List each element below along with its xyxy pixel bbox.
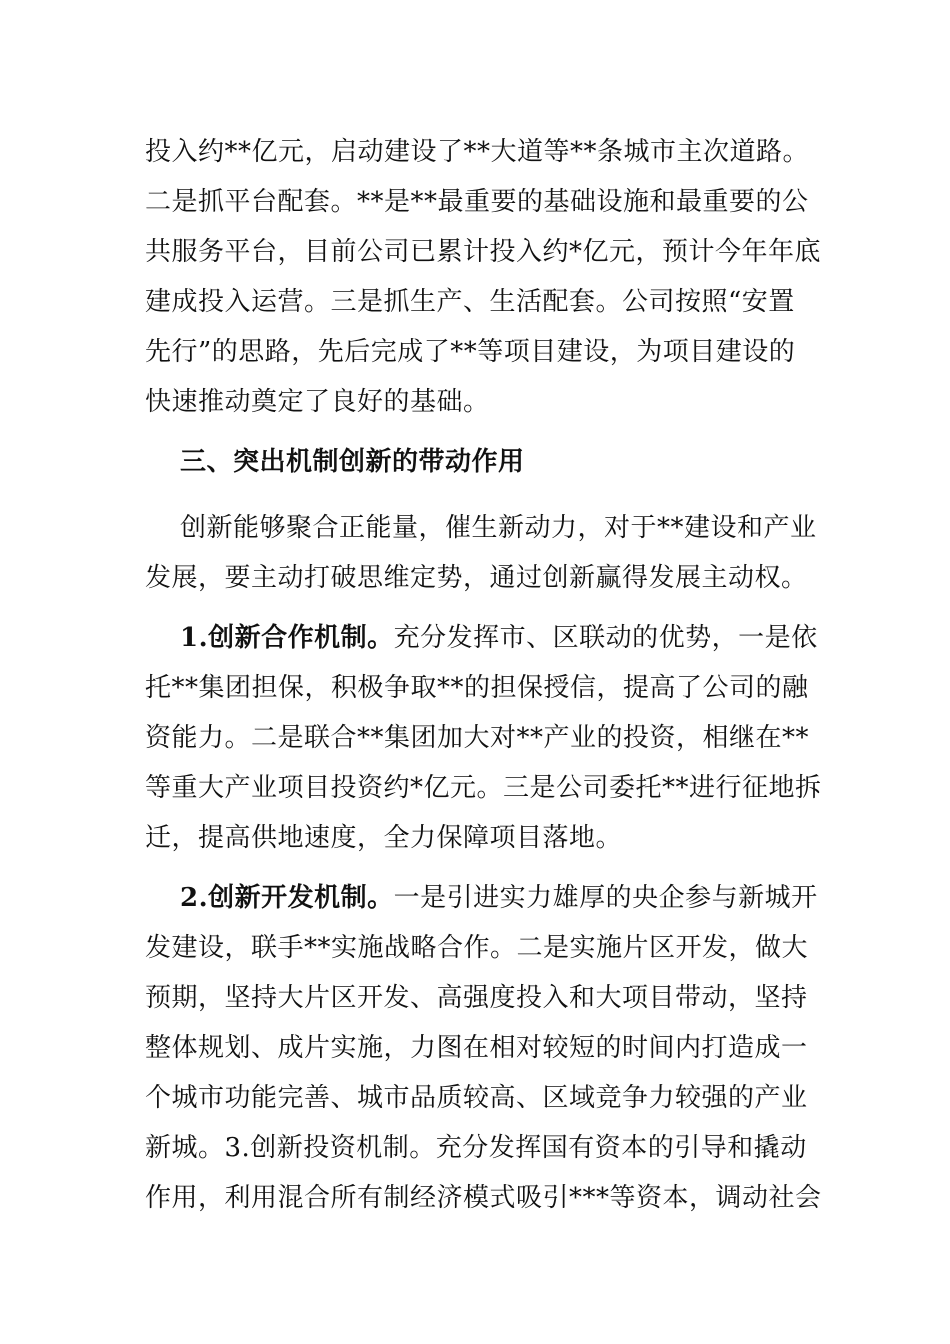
- item-title: 1.创新合作机制。: [180, 623, 394, 653]
- item-text: 充分发挥市、区联动的优势，一是依: [393, 623, 818, 653]
- paragraph-line: 发建设，联手**实施战略合作。二是实施片区开发，做大: [145, 933, 809, 963]
- paragraph-line: 预期，坚持大片区开发、高强度投入和大项目带动，坚持: [145, 983, 808, 1013]
- paragraph-line: 作用，利用混合所有制经济模式吸引***等资本，调动社会: [145, 1183, 822, 1213]
- section-heading: 三、突出机制创新的带动作用: [180, 447, 525, 477]
- paragraph-line: 共服务平台，目前公司已累计投入约*亿元，预计今年年底: [145, 237, 822, 267]
- item-text: 一是引进实力雄厚的央企参与新城开: [393, 883, 818, 913]
- paragraph-line: 个城市功能完善、城市品质较高、区域竞争力较强的产业: [145, 1083, 808, 1113]
- paragraph-line: 等重大产业项目投资约*亿元。三是公司委托**进行征地拆: [145, 773, 822, 803]
- paragraph-line: 创新能够聚合正能量，催生新动力，对于**建设和产业: [180, 513, 817, 543]
- paragraph-line: 资能力。二是联合**集团加大对**产业的投资，相继在**: [145, 723, 810, 753]
- paragraph-line: 二是抓平台配套。**是**最重要的基础设施和最重要的公: [145, 187, 809, 217]
- paragraph-line: 发展，要主动打破思维定势，通过创新赢得发展主动权。: [145, 563, 808, 593]
- paragraph-line: 投入约**亿元，启动建设了**大道等**条城市主次道路。: [145, 137, 810, 167]
- item-first-line: [180, 880, 840, 916]
- item-first-line: [180, 620, 840, 656]
- paragraph-line: 新城。3.创新投资机制。充分发挥国有资本的引导和撬动: [145, 1133, 807, 1163]
- item-title: 2.创新开发机制。: [180, 883, 394, 913]
- paragraph-line: 快速推动奠定了良好的基础。: [145, 387, 490, 417]
- paragraph-line: 整体规划、成片实施，力图在相对较短的时间内打造成一: [145, 1033, 808, 1063]
- paragraph-line: 托**集团担保，积极争取**的担保授信，提高了公司的融: [145, 673, 809, 703]
- paragraph-line: 建成投入运营。三是抓生产、生活配套。公司按照“安置: [145, 287, 795, 317]
- paragraph-line: 先行”的思路，先后完成了**等项目建设，为项目建设的: [145, 337, 796, 367]
- paragraph-line: 迁，提高供地速度，全力保障项目落地。: [145, 823, 623, 853]
